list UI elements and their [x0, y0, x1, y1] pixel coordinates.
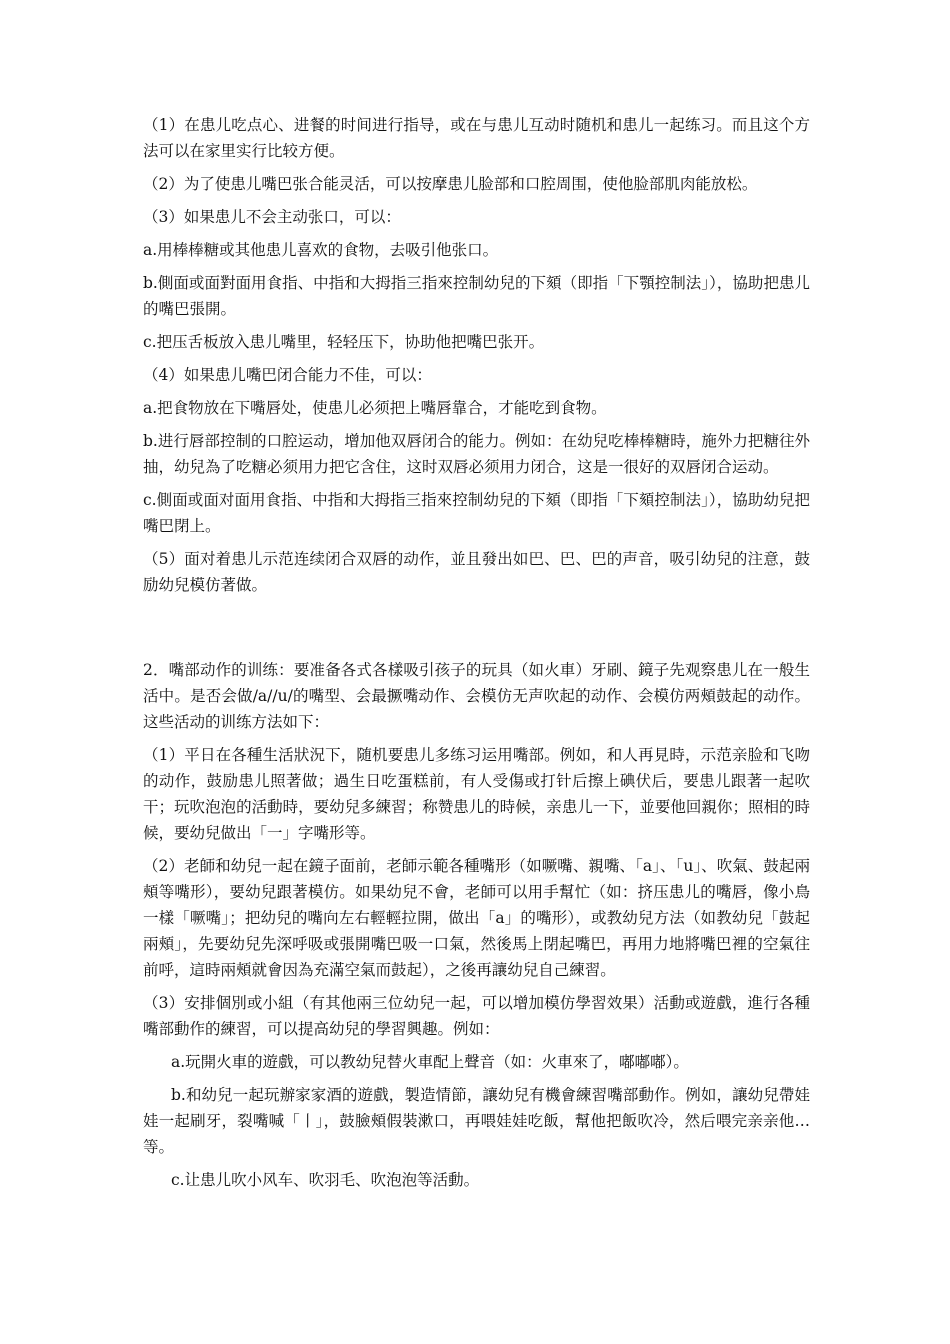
section-2-paragraph-3: （3）安排個別或小組（有其他兩三位幼兒一起，可以增加模仿學習效果）活動或遊戲，進行各種嘴部動作的練習，可以提高幼兒的學習興趣。例如：: [143, 994, 810, 1038]
paragraph-3c: c.把压舌板放入患儿嘴里，轻轻压下，协助他把嘴巴张开。: [143, 333, 545, 351]
section-2-paragraph-1: （1）平日在各種生活狀況下，随机要患儿多练习运用嘴部。例如，和人再見時，示范亲脸和飞吻的动作，鼓励患儿照著做；過生日吃蛋糕前，有人受傷或打针后擦上碘伏后，要患儿跟著一起吹干；玩吹泡泡的活動時，要幼兒多練習；称赞患儿的時候，亲患儿一下，並要他回親你；照相的時候，要幼兒做出「一」字嘴形等。: [143, 746, 810, 842]
paragraph-3: （3）如果患儿不会主动张口，可以：: [143, 208, 401, 226]
paragraph-4c: c.側面或面对面用食指、中指和大拇指三指來控制幼兒的下頦（即指「下頦控制法」），協助幼兒把嘴巴閉上。: [143, 491, 810, 535]
paragraph-5: （5）面对着患儿示范连续闭合双唇的动作，並且發出如巴、巴、巴的声音，吸引幼兒的注意，鼓励幼兒模仿著做。: [143, 550, 810, 594]
paragraph-4: （4）如果患儿嘴巴闭合能力不佳，可以：: [143, 366, 432, 384]
section-2-heading: 2．嘴部动作的训练：要准备各式各樣吸引孩子的玩具（如火車）牙刷、鏡子先观察患儿在一般生活中。是否会做/a//u/的嘴型、会最撅嘴动作、会模仿无声吹起的动作、会模仿两頰鼓起的动作。这些活动的训练方法如下：: [143, 661, 810, 731]
section-2-subitem-a: a.玩開火車的遊戲，可以教幼兒替火車配上聲音（如：火車來了，嘟嘟嘟）。: [171, 1053, 689, 1071]
section-2-paragraph-2: （2）老師和幼兒一起在鏡子面前，老師示範各種嘴形（如噘嘴、親嘴、「a」、「u」、吹氣、鼓起兩頰等嘴形），要幼兒跟著模仿。如果幼兒不會，老師可以用手幫忙（如：挤压患儿的嘴唇，像小鳥一樣「噘嘴」；把幼兒的嘴向左右輕輕拉開，做出「a」的嘴形），或教幼兒方法（如教幼兒「鼓起兩頰」，先要幼兒先深呼吸或張開嘴巴吸一口氣，然後馬上閉起嘴巴，再用力地將嘴巴裡的空氣往前呼，這時兩頰就會因為充滿空氣而鼓起），之後再讓幼兒自己練習。: [143, 857, 810, 979]
paragraph-2: （2）为了使患儿嘴巴张合能灵活，可以按摩患儿脸部和口腔周围，使他脸部肌肉能放松。: [143, 175, 758, 193]
paragraph-3b: b.側面或面對面用食指、中指和大拇指三指來控制幼兒的下頦（即指「下顎控制法」），協助把患儿的嘴巴張開。: [143, 274, 810, 318]
paragraph-4a: a.把食物放在下嘴唇处，使患儿必须把上嘴唇靠合，才能吃到食物。: [143, 399, 607, 417]
section-2-subitem-b: b.和幼兒一起玩辦家家酒的遊戲，製造情節，讓幼兒有機會練習嘴部動作。例如，讓幼兒帶娃娃一起刷牙，裂嘴喊「丨」，鼓臉頰假裝漱口，再喂娃娃吃飯，幫他把飯吹冷，然后喂完亲亲他…等。: [143, 1086, 810, 1156]
section-2-subitem-c: c.让患儿吹小风车、吹羽毛、吹泡泡等活動。: [171, 1171, 480, 1189]
section-gap: [143, 605, 810, 657]
document-page: [143, 112, 810, 1200]
paragraph-1: （1）在患儿吃点心、进餐的时间进行指导，或在与患儿互动时随机和患儿一起练习。而且这个方法可以在家里实行比较方便。: [143, 116, 810, 160]
paragraph-3a: a.用棒棒糖或其他患儿喜欢的食物，去吸引他张口。: [143, 241, 499, 259]
paragraph-4b: b.进行唇部控制的口腔运动，增加他双唇闭合的能力。例如：在幼兒吃棒棒糖時，施外力把糖往外抽，幼兒為了吃糖必须用力把它含住，这时双唇必须用力闭合，这是一很好的双唇闭合运动。: [143, 432, 810, 476]
